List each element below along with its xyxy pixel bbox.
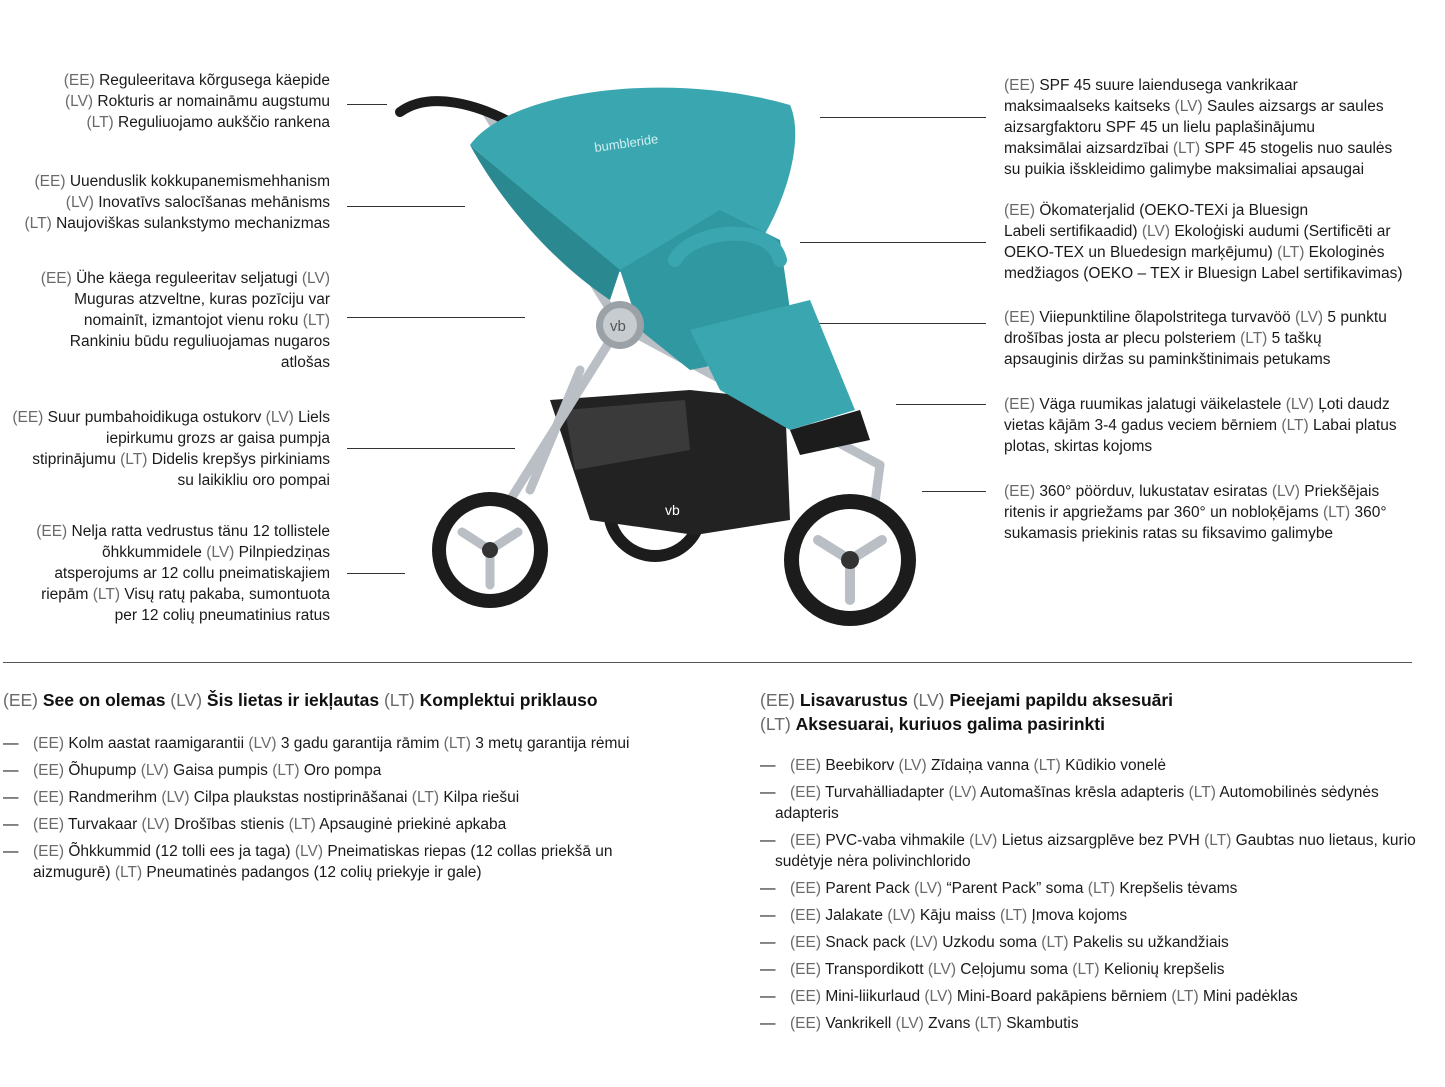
text-segment: Lisavarustus xyxy=(799,690,913,710)
language-tag: (EE) xyxy=(33,789,69,806)
language-tag: (LT) xyxy=(1041,934,1073,951)
text-segment: Beebikorv xyxy=(825,757,899,774)
leader-line xyxy=(922,491,986,492)
text-segment: Automobilinės sėdynės adapteris xyxy=(775,784,1379,822)
language-tag: (EE) xyxy=(790,988,826,1005)
text-segment: Gaisa pumpis xyxy=(173,762,273,779)
feature-line xyxy=(64,91,330,112)
text-segment: Aksesuarai, kuriuos galima pasirinkti xyxy=(795,714,1105,734)
language-tag: (LT) xyxy=(288,816,320,833)
language-tag: (LT) xyxy=(383,690,420,710)
text-segment: Ökomaterjalid (OEKO-TEXi ja Bluesign xyxy=(1039,202,1309,219)
text-segment: medžiagos (OEKO – TEX ir Bluesign Label sertifikavimas) xyxy=(1004,265,1403,282)
language-tag: (EE) xyxy=(63,72,100,89)
feature-line xyxy=(1004,96,1392,117)
language-tag: (EE) xyxy=(3,690,43,710)
text-segment: 3 gadu garantija rāmim xyxy=(280,735,444,752)
text-segment: 360° pöörduv, lukustatav esiratas xyxy=(1039,483,1272,500)
text-segment: See on olemas xyxy=(42,690,171,710)
text-segment: atsperojums ar 12 collu pneimatiskajiem xyxy=(54,565,330,582)
language-tag: (LV) xyxy=(914,880,947,897)
language-tag: (EE) xyxy=(33,816,69,833)
feature-swivel-wheel xyxy=(1004,481,1387,544)
language-tag: (LV) xyxy=(161,789,194,806)
text-segment: Zvans xyxy=(928,1015,975,1032)
text-segment: Randmerihm xyxy=(68,789,162,806)
text-segment: Rankiniu būdu reguliuojamas nugaros xyxy=(69,333,330,350)
list-item xyxy=(760,986,1420,1007)
text-segment: Įmova kojoms xyxy=(1031,907,1128,924)
included-section-title xyxy=(3,688,598,712)
feature-line xyxy=(1004,436,1397,457)
language-tag: (LV) xyxy=(898,757,931,774)
text-segment: Ekologinės xyxy=(1308,244,1385,261)
text-segment: SPF 45 stogelis nuo saulės xyxy=(1204,140,1393,157)
text-segment: Pieejami papildu aksesuāri xyxy=(949,690,1174,710)
feature-line xyxy=(1004,307,1387,328)
text-segment: Parent Pack xyxy=(825,880,915,897)
dash-bullet: — xyxy=(760,784,776,801)
dash-bullet: — xyxy=(760,907,776,924)
language-tag: (LT) xyxy=(114,864,147,881)
feature-canopy xyxy=(1004,75,1392,180)
text-segment: Pakelis su užkandžiais xyxy=(1072,934,1229,951)
feature-line xyxy=(36,521,330,542)
feature-line xyxy=(1004,263,1403,284)
language-tag: (LV) xyxy=(301,270,330,287)
language-tag: (LV) xyxy=(1141,223,1175,240)
text-segment: Oro pompa xyxy=(303,762,382,779)
list-item-text xyxy=(33,762,381,779)
language-tag: (LT) xyxy=(1281,417,1313,434)
language-tag: (LT) xyxy=(443,735,476,752)
list-item-text xyxy=(775,1013,1420,1034)
text-segment: riepām xyxy=(41,586,93,603)
text-segment: Rokturis ar nomaināmu augstumu xyxy=(97,93,330,110)
text-segment: maksimaalseks kaitseks xyxy=(1004,98,1175,115)
feature-line xyxy=(24,213,330,234)
list-item xyxy=(3,841,683,883)
language-tag: (EE) xyxy=(790,880,826,897)
text-segment: Cilpa plaukstas nostiprināšanai xyxy=(193,789,412,806)
language-tag: (LT) xyxy=(302,312,330,329)
text-segment: nomainīt, izmantojot vienu roku xyxy=(83,312,303,329)
list-item-text xyxy=(775,959,1420,980)
text-segment: Kolm aastat raamigarantii xyxy=(68,735,249,752)
text-segment: Kāju maiss xyxy=(919,907,1000,924)
text-segment: Ekoloģiski audumi (Sertificēti ar xyxy=(1174,223,1391,240)
basket-logo: vb xyxy=(665,502,680,518)
feature-backrest xyxy=(41,268,330,373)
text-segment: Naujoviškas sulankstymo mechanizmas xyxy=(56,215,330,232)
list-item-text xyxy=(775,932,1420,953)
list-item xyxy=(760,755,1420,776)
text-segment: Kilpa riešui xyxy=(443,789,520,806)
feature-footrest xyxy=(1004,394,1397,457)
dash-bullet: — xyxy=(3,816,19,833)
feature-line xyxy=(36,563,330,584)
text-segment: per 12 colių pneumatinius ratus xyxy=(114,607,330,624)
language-tag: (EE) xyxy=(790,784,826,801)
text-segment: ritenis ir apgriežams par 360° un nobloķējams xyxy=(1004,504,1323,521)
language-tag: (LV) xyxy=(265,409,299,426)
language-tag: (LT) xyxy=(1171,988,1203,1005)
language-tag: (EE) xyxy=(33,843,69,860)
text-segment: Inovatīvs salocīšanas mehānisms xyxy=(98,194,330,211)
language-tag: (LT) xyxy=(1033,757,1066,774)
text-segment: Uzkodu soma xyxy=(942,934,1042,951)
language-tag: (EE) xyxy=(33,735,69,752)
text-segment: stiprinājumu xyxy=(32,451,121,468)
text-segment: Uuenduslik kokkupanemismehhanism xyxy=(69,173,330,190)
list-item xyxy=(3,733,683,754)
feature-line xyxy=(1004,117,1392,138)
language-tag: (LT) xyxy=(1240,330,1272,347)
feature-line xyxy=(1004,138,1392,159)
feature-line xyxy=(1004,349,1387,370)
language-tag: (LT) xyxy=(1322,504,1355,521)
text-segment: Ceļojumu soma xyxy=(960,961,1073,978)
language-tag: (LV) xyxy=(140,762,174,779)
language-tag: (LT) xyxy=(1172,140,1205,157)
language-tag: (LV) xyxy=(1285,396,1319,413)
stroller-illustration xyxy=(390,70,930,645)
included-list xyxy=(3,733,683,889)
feature-line xyxy=(1004,159,1392,180)
list-item-text xyxy=(33,816,506,833)
text-segment: “Parent Pack” soma xyxy=(946,880,1088,897)
language-tag: (LV) xyxy=(170,690,207,710)
language-tag: (EE) xyxy=(12,409,48,426)
feature-line xyxy=(1004,394,1397,415)
list-item xyxy=(760,830,1420,872)
dash-bullet: — xyxy=(760,1015,776,1032)
text-segment: su puikia išskleidimo galimybe maksimaliai apsaugai xyxy=(1004,161,1365,178)
feature-line xyxy=(41,268,330,289)
dash-bullet: — xyxy=(760,757,776,774)
list-item xyxy=(3,814,683,835)
language-tag: (EE) xyxy=(760,690,800,710)
language-tag: (LT) xyxy=(974,1015,1007,1032)
language-tag: (LT) xyxy=(272,762,304,779)
feature-line xyxy=(41,289,330,310)
language-tag: (LV) xyxy=(969,832,1002,849)
list-item-text xyxy=(775,755,1420,776)
feature-line xyxy=(1004,328,1387,349)
dash-bullet: — xyxy=(3,789,19,806)
shopping-basket xyxy=(550,390,790,535)
text-segment: PVC-vaba vihmakile xyxy=(825,832,970,849)
list-item xyxy=(760,878,1420,899)
language-tag: (LT) xyxy=(1087,880,1120,897)
language-tag: (LV) xyxy=(248,735,281,752)
text-segment: Ühe käega reguleeritav seljatugi xyxy=(76,270,302,287)
language-tag: (EE) xyxy=(1004,309,1040,326)
feature-fold-mechanism xyxy=(24,171,330,234)
text-segment: SPF 45 suure laiendusega vankrikaar xyxy=(1039,77,1298,94)
language-tag: (LV) xyxy=(912,690,950,710)
feature-line xyxy=(36,584,330,605)
language-tag: (EE) xyxy=(790,757,826,774)
feature-line xyxy=(36,542,330,563)
list-item xyxy=(760,1013,1420,1034)
text-segment: Skambutis xyxy=(1006,1015,1079,1032)
feature-line xyxy=(24,171,330,192)
dash-bullet: — xyxy=(760,961,776,978)
language-tag: (LV) xyxy=(294,843,328,860)
list-item-text xyxy=(33,735,629,752)
feature-line xyxy=(1004,221,1403,242)
text-segment: 5 taškų xyxy=(1271,330,1322,347)
language-tag: (LV) xyxy=(1294,309,1328,326)
text-segment: Pneimatiskas riepas (12 collas priekšā un aizmugurē) xyxy=(33,843,613,881)
list-item xyxy=(760,932,1420,953)
accessories-section-title xyxy=(760,688,1173,736)
feature-harness xyxy=(1004,307,1387,370)
feature-line xyxy=(12,407,330,428)
language-tag: (LV) xyxy=(924,988,957,1005)
feature-eco-materials xyxy=(1004,200,1403,284)
feature-line xyxy=(64,112,330,133)
text-segment: Turvakaar xyxy=(68,816,142,833)
feature-line xyxy=(1004,242,1403,263)
list-item-text xyxy=(775,986,1420,1007)
language-tag: (EE) xyxy=(40,270,77,287)
language-tag: (LT) xyxy=(24,215,57,232)
text-segment: õhkkummidele xyxy=(101,544,207,561)
feature-line xyxy=(1004,481,1387,502)
text-segment: vietas kājām 3-4 gadus veciem bērniem xyxy=(1004,417,1282,434)
language-tag: (EE) xyxy=(1004,396,1040,413)
text-segment: Reguliuojamo aukščio rankena xyxy=(118,114,330,131)
language-tag: (EE) xyxy=(34,173,70,190)
language-tag: (EE) xyxy=(790,907,826,924)
language-tag: (LT) xyxy=(92,586,125,603)
text-segment: Zīdaiņa vanna xyxy=(931,757,1034,774)
text-segment: 3 metų garantija rėmui xyxy=(475,735,630,752)
text-segment: Mini padėklas xyxy=(1202,988,1298,1005)
language-tag: (LV) xyxy=(927,961,961,978)
list-item-text xyxy=(775,782,1420,824)
accessories-title-line1 xyxy=(760,688,1173,712)
text-segment: Väga ruumikas jalatugi väikelastele xyxy=(1039,396,1286,413)
list-item-text xyxy=(775,905,1420,926)
feature-line xyxy=(24,192,330,213)
text-segment: Labai platus xyxy=(1312,417,1397,434)
dash-bullet: — xyxy=(760,934,776,951)
language-tag: (LT) xyxy=(1072,961,1104,978)
list-item-text xyxy=(33,843,613,881)
text-segment: sukamasis priekinis ratas su fiksavimo galimybe xyxy=(1004,525,1334,542)
accessories-title-line2 xyxy=(760,712,1173,736)
hub-logo: vb xyxy=(610,318,626,335)
text-segment: apsauginis diržas su paminkštinimais petukams xyxy=(1004,351,1331,368)
dash-bullet: — xyxy=(3,843,19,860)
language-tag: (EE) xyxy=(790,1015,826,1032)
feature-line xyxy=(1004,415,1397,436)
language-tag: (LT) xyxy=(120,451,152,468)
section-divider xyxy=(3,662,1412,663)
text-segment: Reguleeritava kõrgusega käepide xyxy=(99,72,330,89)
dash-bullet: — xyxy=(3,762,19,779)
text-segment: Šis lietas ir iekļautas xyxy=(206,690,384,710)
dash-bullet: — xyxy=(760,880,776,897)
language-tag: (LV) xyxy=(895,1015,929,1032)
text-segment: Kūdikio vonelė xyxy=(1065,757,1166,774)
feature-line xyxy=(12,428,330,449)
feature-line xyxy=(36,605,330,626)
language-tag: (LT) xyxy=(86,114,119,131)
language-tag: (LT) xyxy=(760,714,796,734)
language-tag: (LV) xyxy=(1271,483,1305,500)
feature-suspension xyxy=(36,521,330,626)
rear-left-wheel xyxy=(432,492,548,608)
feature-basket xyxy=(12,407,330,491)
feature-line xyxy=(64,70,330,91)
feature-line xyxy=(41,310,330,331)
feature-adjustable-handle xyxy=(64,70,330,133)
dash-bullet: — xyxy=(760,988,776,1005)
language-tag: (EE) xyxy=(1004,202,1040,219)
text-segment: Lietus aizsargplēve bez PVH xyxy=(1001,832,1205,849)
text-segment: su laikikliu oro pompai xyxy=(177,472,330,489)
text-segment: Õhupump xyxy=(68,762,141,779)
text-segment: Priekšējais xyxy=(1304,483,1380,500)
language-tag: (LV) xyxy=(909,934,943,951)
feature-line xyxy=(1004,75,1392,96)
language-tag: (LV) xyxy=(141,816,174,833)
text-segment: Snack pack xyxy=(825,934,910,951)
list-item-text xyxy=(775,830,1420,872)
language-tag: (EE) xyxy=(36,523,72,540)
text-segment: Pilnpiedziņas xyxy=(238,544,330,561)
feature-line xyxy=(1004,502,1387,523)
language-tag: (LV) xyxy=(1174,98,1207,115)
text-segment: 5 punktu xyxy=(1327,309,1387,326)
feature-line xyxy=(12,449,330,470)
text-segment: Saules aizsargs ar saules xyxy=(1207,98,1384,115)
language-tag: (EE) xyxy=(790,934,826,951)
language-tag: (LT) xyxy=(411,789,444,806)
text-segment: Apsauginė priekinė apkaba xyxy=(319,816,507,833)
language-tag: (LV) xyxy=(948,784,981,801)
text-segment: maksimālai aizsardzībai xyxy=(1004,140,1173,157)
canopy-brand-text: bumbleride xyxy=(593,131,660,155)
text-segment: Kelionių krepšelis xyxy=(1103,961,1225,978)
language-tag: (LT) xyxy=(999,907,1032,924)
language-tag: (LT) xyxy=(1188,784,1220,801)
text-segment: Krepšelis tėvams xyxy=(1119,880,1238,897)
language-tag: (LV) xyxy=(887,907,920,924)
text-segment: Visų ratų pakaba, sumontuota xyxy=(124,586,330,603)
text-segment: Vankrikell xyxy=(825,1015,896,1032)
feature-line xyxy=(1004,523,1387,544)
text-segment: Drošības stienis xyxy=(174,816,289,833)
text-segment: Ļoti daudz xyxy=(1318,396,1390,413)
text-segment: atlošas xyxy=(280,354,330,371)
text-segment: Labeli sertifikaadid) xyxy=(1004,223,1142,240)
language-tag: (EE) xyxy=(1004,77,1040,94)
dash-bullet: — xyxy=(3,735,19,752)
text-segment: iepirkumu grozs ar gaisa pumpja xyxy=(106,430,330,447)
feature-line xyxy=(41,331,330,352)
text-segment: Õhkkummid (12 tolli ees ja taga) xyxy=(68,843,295,860)
fold-hub xyxy=(596,301,644,349)
list-item xyxy=(760,782,1420,824)
feature-line xyxy=(41,352,330,373)
text-segment: OEKO-TEX un Bluedesign marķējumu) xyxy=(1004,244,1278,261)
text-segment: Gaubtas nuo lietaus, kurio sudėtyje nėra polivinchlorido xyxy=(775,832,1416,870)
language-tag: (LT) xyxy=(1277,244,1309,261)
feature-line xyxy=(12,470,330,491)
text-segment: Viiepunktiline õlapolstritega turvavöö xyxy=(1039,309,1295,326)
list-item-text xyxy=(775,878,1420,899)
language-tag: (EE) xyxy=(790,832,826,849)
text-segment: Komplektui priklauso xyxy=(419,690,598,710)
list-item xyxy=(760,905,1420,926)
text-segment: drošības josta ar plecu polsteriem xyxy=(1004,330,1241,347)
list-item-text xyxy=(33,789,519,806)
text-segment: Didelis krepšys pirkiniams xyxy=(151,451,330,468)
text-segment: aizsargfaktoru SPF 45 un lielu paplašinājumu xyxy=(1004,119,1316,136)
text-segment: Automašīnas krēsla adapteris xyxy=(980,784,1189,801)
feature-line xyxy=(1004,200,1403,221)
text-segment: Jalakate xyxy=(825,907,888,924)
language-tag: (LV) xyxy=(206,544,239,561)
text-segment: Nelja ratta vedrustus tänu 12 tollistele xyxy=(71,523,330,540)
text-segment: Transpordikott xyxy=(825,961,928,978)
accessories-list xyxy=(760,755,1420,1040)
language-tag: (EE) xyxy=(1004,483,1040,500)
list-item xyxy=(3,787,683,808)
dash-bullet: — xyxy=(760,832,776,849)
text-segment: Muguras atzveltne, kuras pozīciju var xyxy=(74,291,330,308)
text-segment: Suur pumbahoidikuga ostukorv xyxy=(47,409,266,426)
text-segment: Pneumatinės padangos (12 colių priekyje ir gale) xyxy=(146,864,482,881)
text-segment: plotas, skirtas kojoms xyxy=(1004,438,1153,455)
text-segment: Mini-liikurlaud xyxy=(825,988,925,1005)
language-tag: (LT) xyxy=(1204,832,1236,849)
language-tag: (LV) xyxy=(64,93,98,110)
text-segment: Liels xyxy=(298,409,330,426)
text-segment: Mini-Board pakāpiens bērniem xyxy=(956,988,1172,1005)
front-wheel xyxy=(784,494,916,626)
language-tag: (EE) xyxy=(33,762,69,779)
text-segment: Turvahälliadapter xyxy=(825,784,949,801)
leader-line xyxy=(347,104,387,105)
text-segment: 360° xyxy=(1354,504,1387,521)
language-tag: (EE) xyxy=(790,961,826,978)
language-tag: (LV) xyxy=(65,194,99,211)
list-item xyxy=(3,760,683,781)
list-item xyxy=(760,959,1420,980)
